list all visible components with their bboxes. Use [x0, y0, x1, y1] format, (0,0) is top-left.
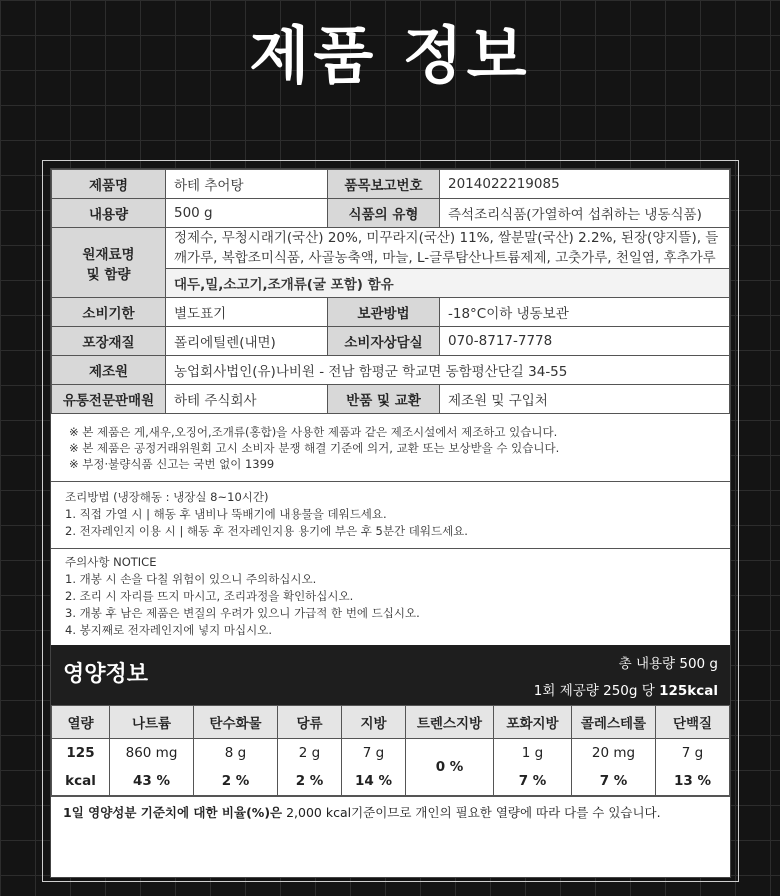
nutrient-amount: 860 mg — [110, 739, 194, 768]
ingredients-value: 정제수, 무청시래기(국산) 20%, 미꾸라지(국산) 11%, 쌀분말(국산) 2.2%, 된장(양지뜰), 들깨가루, 복합조미식품, 사골농축액, 마늘, L-글루탐산나트륨제제, 고춧가루, 천일염, 후추가루 — [166, 228, 730, 269]
ingredients-label-line1: 원재료명 — [82, 246, 135, 263]
nutrient-header: 포화지방 — [494, 706, 572, 739]
volume-label: 내용량 — [52, 199, 166, 228]
note-line: ※ 본 제품은 공정거래위원회 고시 소비자 분쟁 해결 기준에 의거, 교환 또는 보상받을 수 있습니다. — [69, 441, 560, 455]
nutrient-amount: 2 g — [278, 739, 342, 768]
nutrient-header: 단백질 — [656, 706, 730, 739]
trans-fat-value: 0 % — [406, 739, 494, 796]
row-distributor — [52, 385, 730, 414]
cooking-step: 1. 직접 가열 시 | 해동 후 냄비나 뚝배기에 내용물을 데워드세요. — [65, 507, 387, 521]
caution-item: 3. 개봉 후 남은 제품은 변질의 우려가 있으니 가급적 한 번에 드십시오. — [65, 606, 420, 620]
packaging-value: 폴리에틸렌(내면) — [166, 327, 328, 356]
footnote-rest: 2,000 kcal기준이므로 개인의 필요한 열량에 따라 다를 수 있습니다. — [282, 805, 661, 820]
footnote-bold: 1일 영양성분 기준치에 대한 비율(%)은 — [63, 805, 283, 820]
nutrient-amount: 7 g — [656, 739, 730, 768]
nutrition-total: 총 내용량 500 g — [618, 656, 718, 672]
notes-section — [51, 414, 730, 482]
consumer-phone: 070-8717-7778 — [440, 327, 730, 356]
nutrient-header: 트렌스지방 — [406, 706, 494, 739]
caution-item: 4. 봉지째로 전자레인지에 넣지 마십시오. — [65, 623, 272, 637]
row-expiry — [52, 298, 730, 327]
cooking-section — [51, 482, 730, 549]
row-product-name — [52, 170, 730, 199]
report-no-label: 품목보고번호 — [328, 170, 440, 199]
nutrient-header: 지방 — [342, 706, 406, 739]
allergy-value: 대두,밀,소고기,조개류(굴 포함) 함유 — [166, 269, 730, 298]
serving-prefix: 1회 제공량 250g 당 — [533, 683, 660, 699]
calorie-unit: kcal — [52, 767, 110, 796]
nutrition-table — [51, 705, 730, 796]
caution-section — [51, 549, 730, 645]
report-no-value: 2014022219085 — [440, 170, 730, 199]
caution-title: 주의사항 NOTICE — [65, 555, 157, 569]
ingredients-label-line2: 및 함량 — [86, 266, 131, 283]
nutrient-amount: 1 g — [494, 739, 572, 768]
manufacturer-value: 농업회사법인(유)나비원 - 전남 함평군 학교면 동함평산단길 34-55 — [166, 356, 730, 385]
food-type-label: 식품의 유형 — [328, 199, 440, 228]
expiry-value: 별도표기 — [166, 298, 328, 327]
note-line: ※ 부정·불량식품 신고는 국번 없이 1399 — [69, 457, 275, 471]
nutrient-percent: 43 % — [110, 767, 194, 796]
nutrient-amount: 8 g — [194, 739, 278, 768]
nutrient-header: 나트륨 — [110, 706, 194, 739]
nutrient-percent: 14 % — [342, 767, 406, 796]
note-line: ※ 본 제품은 게,새우,오징어,조개류(홍합)을 사용한 제품과 같은 제조시설에서 제조하고 있습니다. — [69, 425, 558, 439]
nutrient-header: 콜레스테롤 — [572, 706, 656, 739]
nutrient-percent: 2 % — [194, 767, 278, 796]
nutrient-percent: 2 % — [278, 767, 342, 796]
nutrition-amount-row — [52, 739, 730, 768]
cooking-title: 조리방법 (냉장해동 : 냉장실 8~10시간) — [65, 490, 269, 504]
nutrient-header: 열량 — [52, 706, 110, 739]
manufacturer-label: 제조원 — [52, 356, 166, 385]
ingredients-label — [52, 228, 166, 298]
volume-value: 500 g — [166, 199, 328, 228]
return-value: 제조원 및 구입처 — [440, 385, 730, 414]
nutrient-percent: 7 % — [572, 767, 656, 796]
food-type-value: 즉석조리식품(가열하여 섭취하는 냉동식품) — [440, 199, 730, 228]
product-name-label: 제품명 — [52, 170, 166, 199]
distributor-value: 하테 주식회사 — [166, 385, 328, 414]
serving-kcal: 125kcal — [659, 683, 718, 699]
product-info-table — [51, 169, 730, 414]
nutrition-header-row — [52, 706, 730, 739]
packaging-label: 포장재질 — [52, 327, 166, 356]
consumer-label: 소비자상담실 — [328, 327, 440, 356]
nutrient-header: 당류 — [278, 706, 342, 739]
nutrient-percent: 13 % — [656, 767, 730, 796]
page-title: 제품 정보 — [249, 19, 531, 92]
storage-label: 보관방법 — [328, 298, 440, 327]
nutrient-amount: 20 mg — [572, 739, 656, 768]
return-label: 반품 및 교환 — [328, 385, 440, 414]
nutrition-footnote — [51, 796, 730, 829]
nutrition-header — [51, 645, 730, 705]
row-packaging — [52, 327, 730, 356]
distributor-label: 유통전문판매원 — [52, 385, 166, 414]
nutrient-amount: 7 g — [342, 739, 406, 768]
caution-item: 2. 조리 시 자리를 뜨지 마시고, 조리과정을 확인하십시오. — [65, 589, 354, 603]
nutrient-header: 탄수화물 — [194, 706, 278, 739]
nutrition-percent-row — [52, 767, 730, 796]
product-info-panel — [50, 168, 731, 878]
caution-item: 1. 개봉 시 손을 다칠 위험이 있으니 주의하십시오. — [65, 572, 317, 586]
storage-value: -18°C이하 냉동보관 — [440, 298, 730, 327]
row-ingredients — [52, 228, 730, 269]
product-name-value: 하테 추어탕 — [166, 170, 328, 199]
calorie-value: 125 — [52, 739, 110, 768]
expiry-label: 소비기한 — [52, 298, 166, 327]
nutrient-percent: 7 % — [494, 767, 572, 796]
cooking-step: 2. 전자레인지 이용 시 | 해동 후 전자레인지용 용기에 부은 후 5분간 데워드세요. — [65, 524, 468, 538]
nutrition-title: 영양정보 — [63, 662, 149, 687]
row-volume — [52, 199, 730, 228]
nutrition-serving — [534, 679, 718, 699]
row-manufacturer — [52, 356, 730, 385]
